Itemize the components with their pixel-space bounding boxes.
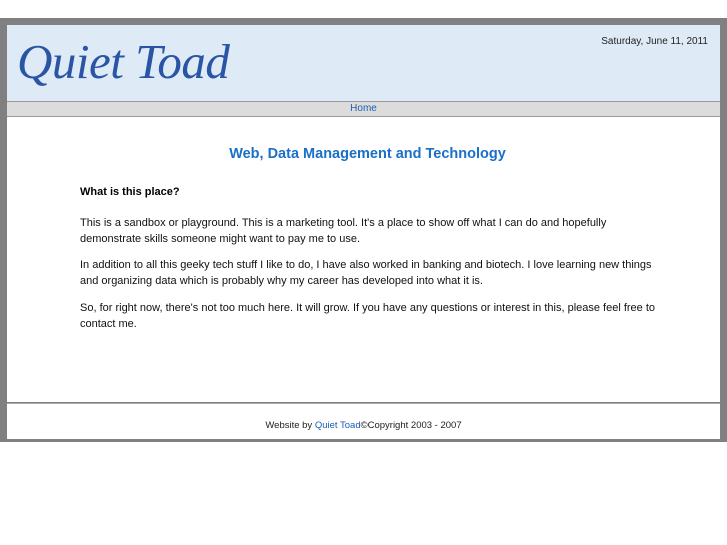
section-heading: What is this place?: [80, 186, 180, 198]
paragraph-background: In addition to all this geeky tech stuff I like to do, I have also worked in banking and biotech. I love learning new things and organizing data which is probably why my career has developed into what it is.: [80, 259, 652, 287]
footer-copyright: ©Copyright 2003 - 2007: [360, 420, 462, 431]
site-logo[interactable]: Quiet Toad: [17, 34, 230, 89]
nav-home-link[interactable]: Home: [350, 103, 377, 114]
current-date: Saturday, June 11, 2011: [601, 36, 708, 47]
paragraph-contact: So, for right now, there's not too much here. It will grow. If you have any questions or interest in this, please feel free to contact me.: [80, 302, 656, 330]
header: [7, 25, 720, 101]
footer: [7, 403, 720, 439]
paragraph-intro: This is a sandbox or playground. This is a marketing tool. It's a place to show off what I can do and hopefully demonstrate skills someone might want to pay me to use.: [80, 217, 607, 245]
footer-quiet-toad-link[interactable]: Quiet Toad: [314, 420, 361, 431]
footer-prefix: Website by: [265, 420, 315, 431]
page-frame: [0, 18, 727, 442]
nav-bar: [7, 101, 720, 117]
page-title: Web, Data Management and Technology: [229, 146, 506, 162]
main-content: [7, 117, 720, 402]
